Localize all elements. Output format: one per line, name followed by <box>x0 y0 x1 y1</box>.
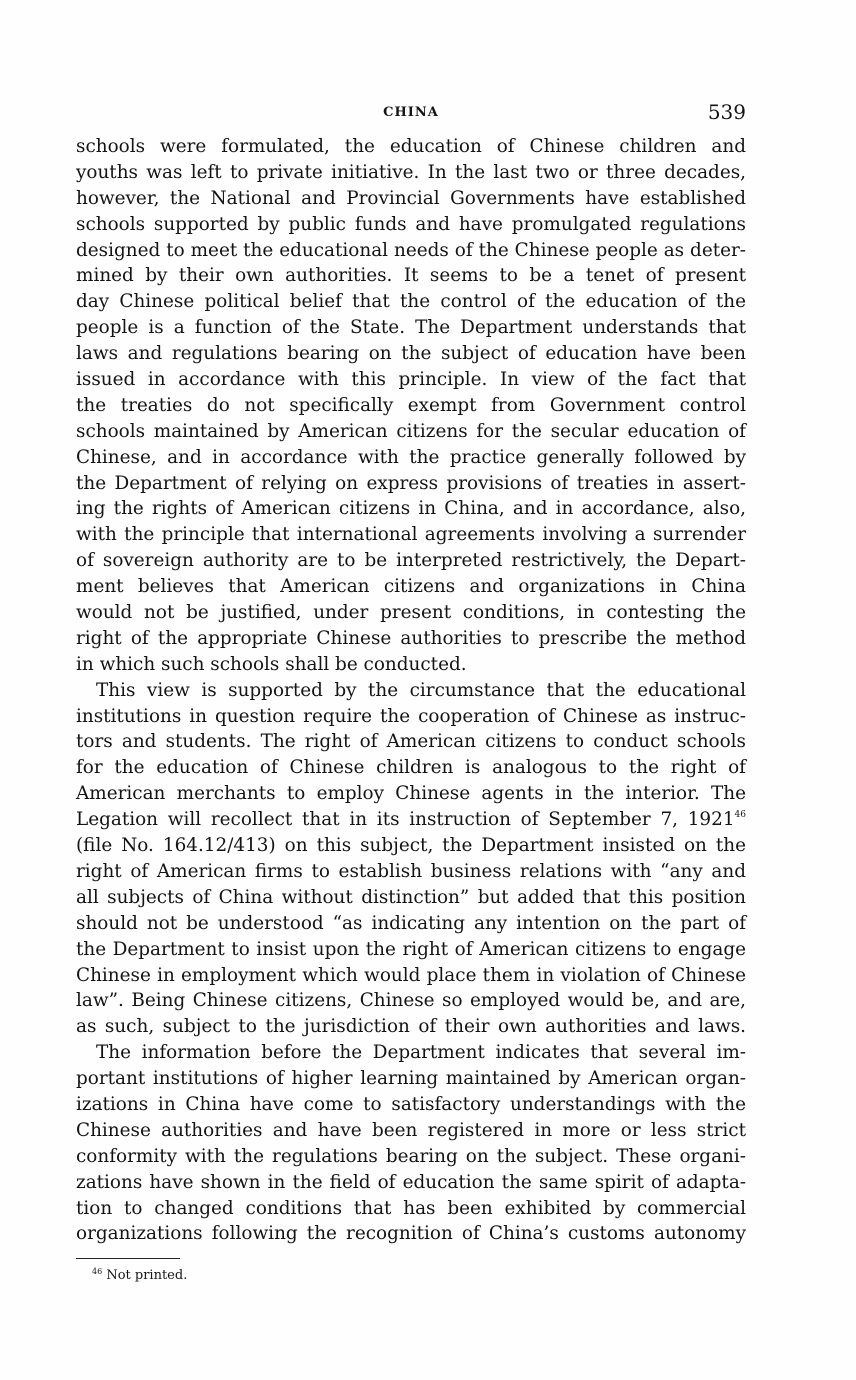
text-line: Chinese authorities and have been registered in more or less strict <box>76 1119 746 1141</box>
text-line: however, the National and Provincial Governments have established <box>76 187 746 209</box>
line-text: Legation will recollect that in its instruction of September 7, 1921 <box>76 809 735 831</box>
text-line: all subjects of China without distinction” but added that this position <box>76 886 746 908</box>
running-head <box>76 100 746 128</box>
text-line: ment believes that American citizens and organizations in China <box>76 576 746 598</box>
text-line: people is a function of the State. The Department understands that <box>76 317 746 339</box>
text-line: the Department to insist upon the right of American citizens to engage <box>76 938 746 960</box>
text-line: as such, subject to the jurisdiction of their own authorities and laws. <box>76 1016 746 1038</box>
text-line: izations in China have come to satisfactory understandings with the <box>76 1093 746 1115</box>
text-line: Chinese, and in accordance with the practice generally followed by <box>76 446 746 468</box>
text-line: Chinese in employment which would place them in violation of Chinese <box>76 964 746 986</box>
text-line: should not be understood “as indicating any intention on the part of <box>76 912 746 934</box>
text-line: right of the appropriate Chinese authorities to prescribe the method <box>76 627 746 649</box>
text-line: for the education of Chinese children is analogous to the right of <box>76 757 746 779</box>
text-line: mined by their own authorities. It seems to be a tenet of present <box>76 265 746 287</box>
text-line-with-footnote <box>76 807 746 833</box>
text-line: issued in accordance with this principle. In view of the fact that <box>76 369 746 391</box>
text-line: the Department of relying on express provisions of treaties in assert- <box>76 472 746 494</box>
text-line: schools maintained by American citizens for the secular education of <box>76 420 746 442</box>
text-line: day Chinese political belief that the control of the education of the <box>76 291 746 313</box>
text-line: portant institutions of higher learning maintained by American organ- <box>76 1068 746 1090</box>
footnote-reference: 46 <box>734 810 746 821</box>
text-line: organizations following the recognition of China’s customs autonomy <box>76 1223 746 1245</box>
text-line: schools supported by public funds and have promulgated regulations <box>76 213 746 235</box>
running-title: CHINA <box>383 105 439 120</box>
text-line: tion to changed conditions that has been exhibited by commercial <box>76 1197 746 1219</box>
footnote-marker: 46 <box>92 1267 103 1276</box>
body-text <box>76 134 746 1247</box>
text-line: designed to meet the educational needs of the Chinese people as deter- <box>76 239 746 261</box>
text-line: This view is supported by the circumstance that the educational <box>96 679 746 701</box>
text-line: The information before the Department indicates that several im- <box>96 1042 746 1064</box>
text-line: youths was left to private initiative. In the last two or three decades, <box>76 161 746 183</box>
text-line: (file No. 164.12/413) on this subject, the Department insisted on the <box>76 835 746 857</box>
text-line: right of American firms to establish business relations with “any and <box>76 860 746 882</box>
text-line: in which such schools shall be conducted. <box>76 653 467 675</box>
text-line: the treaties do not specifically exempt from Government control <box>76 394 746 416</box>
footnote-text: Not printed. <box>106 1268 188 1283</box>
text-line: laws and regulations bearing on the subject of education have been <box>76 343 746 365</box>
text-line: American merchants to employ Chinese agents in the interior. The <box>76 783 746 805</box>
page-number: 539 <box>707 100 746 124</box>
footnote <box>92 1268 187 1283</box>
text-line: conformity with the regulations bearing on the subject. These organi- <box>76 1145 746 1167</box>
text-line: would not be justified, under present conditions, in contesting the <box>76 602 746 624</box>
text-line: institutions in question require the cooperation of Chinese as instruc- <box>76 705 746 727</box>
text-line: law”. Being Chinese citizens, Chinese so employed would be, and are, <box>76 990 746 1012</box>
text-line: schools were formulated, the education of Chinese children and <box>76 136 746 157</box>
text-line: of sovereign authority are to be interpreted restrictively, the Depart- <box>76 550 746 572</box>
footnote-divider <box>76 1258 180 1259</box>
text-line: tors and students. The right of American citizens to conduct schools <box>76 731 746 753</box>
text-line: zations have shown in the field of education the same spirit of adapta- <box>76 1171 746 1193</box>
text-line: ing the rights of American citizens in China, and in accordance, also, <box>76 498 746 520</box>
text-line: with the principle that international agreements involving a surrender <box>76 524 746 546</box>
